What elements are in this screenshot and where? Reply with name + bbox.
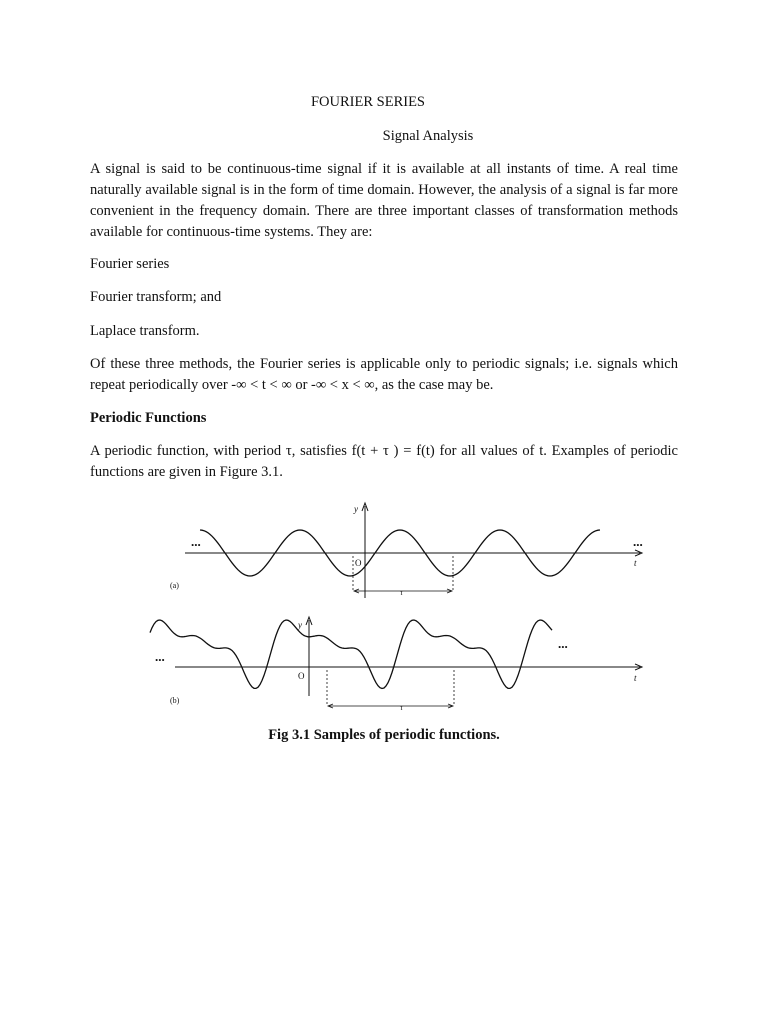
panel-b-ellipsis-left: ... — [155, 649, 165, 664]
method-item-fourier-series: Fourier series — [90, 256, 170, 272]
panel-b-period-label: τ — [400, 703, 403, 712]
section-heading: Periodic Functions — [90, 410, 207, 426]
panel-b-y-label: y — [298, 620, 302, 630]
panel-a-period-label: τ — [400, 588, 403, 597]
panel-b-periodic-curve — [150, 620, 552, 689]
panel-a-ellipsis-left: ... — [191, 534, 201, 549]
panel-a-ellipsis-right: ... — [633, 534, 643, 549]
periodic-paragraph: A periodic function, with period τ, satisfies f(t + τ ) = f(t) for all values of t. Examples of periodic functions are given in Figure 3.1. — [90, 443, 678, 480]
panel-b-ellipsis-right: ... — [558, 636, 568, 651]
panel-a-t-label: t — [634, 558, 637, 568]
method-item-fourier-transform: Fourier transform; and — [90, 289, 222, 305]
page-title: FOURIER SERIES — [310, 94, 425, 110]
panel-a-label: (a) — [170, 581, 179, 590]
panel-b — [150, 617, 642, 712]
panel-a-y-label: y — [354, 504, 358, 514]
intro-paragraph: A signal is said to be continuous-time signal if it is available at all instants of time. A real time naturally available signal is in the form of time domain. However, the analysis of a signal is far more convenient in the frequency domain. There are three important classes of transformation methods available for continuous-time systems. They are: — [90, 161, 678, 240]
method-item-laplace-transform: Laplace transform. — [90, 323, 200, 339]
subtitle-text: Signal Analysis — [382, 128, 474, 144]
panel-b-t-label: t — [634, 673, 637, 683]
page-subtitle — [0, 126, 736, 147]
panel-a — [170, 503, 643, 598]
panel-b-label: (b) — [170, 696, 180, 705]
periodic-functions-figure — [140, 498, 660, 723]
panel-b-origin-label: O — [298, 671, 305, 681]
panel-a-origin-label: O — [355, 558, 362, 568]
applicability-paragraph: Of these three methods, the Fourier series is applicable only to periodic signals; i.e. signals which repeat periodically over -∞ < t < ∞ or -∞ < x < ∞, as the case may be. — [90, 356, 678, 393]
figure-caption: Fig 3.1 Samples of periodic functions. — [268, 727, 500, 743]
